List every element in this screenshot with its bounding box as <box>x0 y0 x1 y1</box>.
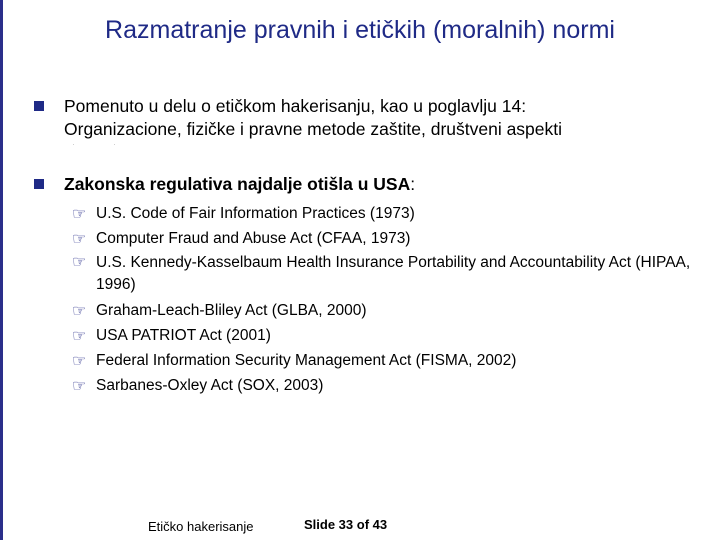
pointing-hand-icon: ☞ <box>72 206 87 223</box>
bullet-2-text: Zakonska regulativa najdalje otišla u USA <box>64 174 411 194</box>
sub-item-text: U.S. Code of Fair Information Practices (1973) <box>96 205 415 222</box>
square-bullet-icon <box>34 101 44 111</box>
pointing-hand-icon: ☞ <box>72 254 87 271</box>
bullet-2-suffix: : <box>410 174 416 194</box>
sub-list-item <box>72 251 702 298</box>
sub-item-text: Federal Information Security Management Act (FISMA, 2002) <box>96 352 517 369</box>
faint-artifact: ·· <box>72 139 154 149</box>
sub-bullet-list <box>72 201 702 398</box>
sub-item-text: Computer Fraud and Abuse Act (CFAA, 1973) <box>96 230 411 247</box>
footer-course-title: Etičko hakerisanje <box>148 519 254 534</box>
square-bullet-icon <box>34 179 44 189</box>
left-accent-rule <box>0 0 3 540</box>
pointing-hand-icon: ☞ <box>72 378 87 395</box>
sub-item-text: USA PATRIOT Act (2001) <box>96 327 271 344</box>
sub-list-item <box>72 323 702 348</box>
bullet-1-line-1: Pomenuto u delu o etičkom hakerisanju, kao u poglavlju 14: <box>64 96 527 116</box>
pointing-hand-icon: ☞ <box>72 303 87 320</box>
pointing-hand-icon: ☞ <box>72 328 87 345</box>
sub-item-text: U.S. Kennedy-Kasselbaum Health Insurance Portability and Accountability Act (HIPAA, 1996) <box>96 254 691 293</box>
footer-slide-number: Slide 33 of 43 <box>304 517 388 532</box>
sub-item-text: Graham-Leach-Bliley Act (GLBA, 2000) <box>96 302 367 319</box>
slide-title: Razmatranje pravnih i etičkih (moralnih) normi <box>105 16 615 44</box>
bullet-item-2 <box>38 173 678 196</box>
sub-list-item <box>72 373 702 398</box>
bullet-item-1 <box>38 95 678 141</box>
bullet-1-line-2: Organizacione, fizičke i pravne metode zaštite, društveni aspekti <box>64 119 563 139</box>
sub-list-item <box>72 298 702 323</box>
sub-list-item <box>72 348 702 373</box>
pointing-hand-icon: ☞ <box>72 231 87 248</box>
sub-list-item <box>72 201 702 226</box>
sub-item-text: Sarbanes-Oxley Act (SOX, 2003) <box>96 377 324 394</box>
sub-list-item <box>72 226 702 251</box>
pointing-hand-icon: ☞ <box>72 353 87 370</box>
